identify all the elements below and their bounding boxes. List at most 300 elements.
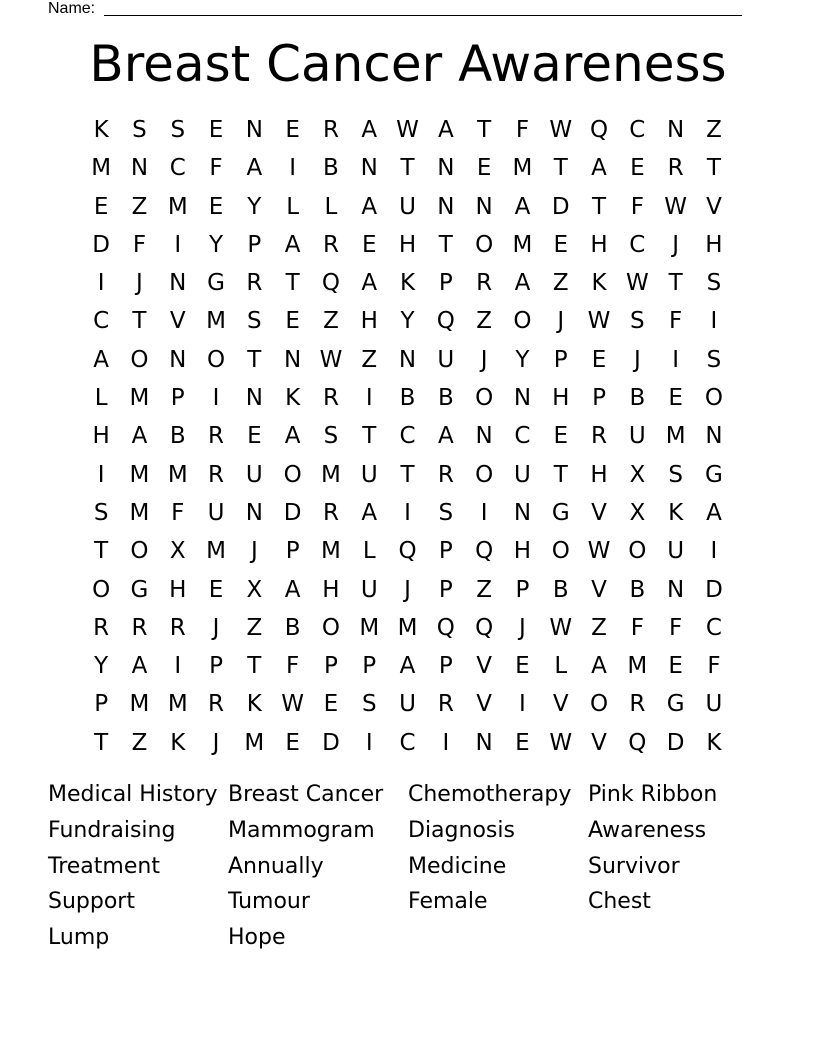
grid-letter: N xyxy=(513,385,532,412)
grid-letter: S xyxy=(668,461,683,488)
grid-letter: I xyxy=(212,385,220,412)
grid-letter: S xyxy=(706,346,722,373)
grid-letter: F xyxy=(171,499,185,526)
grid-letter: Q xyxy=(475,538,494,565)
grid-letter: D xyxy=(705,576,723,603)
grid-letter: R xyxy=(322,385,339,412)
grid-letter: N xyxy=(475,729,493,756)
grid-letter: L xyxy=(286,193,300,220)
grid-letter: A xyxy=(361,270,378,297)
grid-letter: P xyxy=(438,576,453,603)
grid-letter: A xyxy=(361,193,378,220)
grid-letter: T xyxy=(94,729,109,756)
grid-letter: R xyxy=(667,155,684,182)
grid-letter: M xyxy=(512,231,533,258)
grid-letter: O xyxy=(704,385,723,412)
grid-letter: O xyxy=(283,461,302,488)
word-bank-item: Survivor xyxy=(588,853,680,879)
grid-row xyxy=(82,494,732,532)
grid-letter: A xyxy=(591,653,607,680)
word-bank-item: Chemotherapy xyxy=(408,782,572,807)
grid-letter: R xyxy=(591,423,608,450)
grid-letter: Z xyxy=(323,308,339,335)
grid-letter: C xyxy=(629,231,646,258)
grid-letter: P xyxy=(285,538,300,565)
word-bank-item: Support xyxy=(48,889,135,915)
grid-letter: I xyxy=(365,729,373,756)
grid-letter: Y xyxy=(515,346,530,373)
grid-letter: A xyxy=(93,346,110,373)
grid-letter: O xyxy=(130,538,149,565)
grid-letter: Z xyxy=(361,346,378,373)
grid-letter: D xyxy=(551,193,570,220)
grid-letter: Q xyxy=(398,538,417,565)
grid-letter: H xyxy=(705,231,723,258)
grid-letter: S xyxy=(438,499,454,526)
grid-letter: W xyxy=(549,614,573,641)
grid-letter: Y xyxy=(209,231,224,258)
grid-letter: W xyxy=(549,117,573,143)
name-blank-line xyxy=(104,15,742,16)
word-bank-item: Treatment xyxy=(48,853,160,879)
grid-letter: F xyxy=(515,117,530,143)
grid-letter: M xyxy=(167,193,188,220)
grid-letter: A xyxy=(246,155,263,182)
grid-letter: I xyxy=(97,270,105,297)
grid-letter: E xyxy=(515,729,530,756)
word-bank-item: Medical History xyxy=(48,782,218,807)
grid-letter: A xyxy=(399,653,416,680)
grid-letter: S xyxy=(170,117,186,143)
grid-letter: B xyxy=(323,155,339,182)
grid-letter: O xyxy=(589,691,609,718)
grid-letter: M xyxy=(91,155,112,182)
grid-letter: E xyxy=(323,691,339,718)
grid-letter: C xyxy=(629,117,646,143)
grid-letter: J xyxy=(672,231,680,258)
grid-letter: T xyxy=(553,155,568,182)
grid-letter: L xyxy=(324,193,338,220)
grid-letter: Y xyxy=(247,193,262,220)
grid-letter: U xyxy=(360,461,378,488)
grid-letter: N xyxy=(513,499,532,526)
grid-letter: N xyxy=(667,117,685,143)
grid-letter: J xyxy=(557,308,565,335)
grid-row xyxy=(82,609,732,647)
grid-letter: Q xyxy=(436,308,455,335)
grid-letter: W xyxy=(625,270,649,297)
name-label: Name: xyxy=(48,0,96,17)
grid-letter: T xyxy=(668,270,683,297)
grid-letter: T xyxy=(362,423,377,450)
grid-letter: R xyxy=(131,614,148,641)
grid-letter: V xyxy=(591,499,607,526)
grid-letter: M xyxy=(359,614,380,641)
word-bank-item: Diagnosis xyxy=(408,817,515,843)
grid-letter: M xyxy=(627,653,648,680)
grid-letter: X xyxy=(629,461,646,488)
grid-letter: Q xyxy=(589,117,609,143)
grid-letter: H xyxy=(360,308,378,335)
grid-letter: T xyxy=(247,346,262,373)
grid-letter: J xyxy=(633,346,641,373)
grid-letter: P xyxy=(209,653,223,680)
grid-letter: Z xyxy=(706,117,722,143)
grid-letter: E xyxy=(668,385,683,412)
grid-letter: K xyxy=(246,691,262,718)
grid-letter: U xyxy=(514,461,531,488)
grid-letter: N xyxy=(284,346,302,373)
grid-letter: U xyxy=(399,193,416,220)
grid-letter: X xyxy=(629,499,646,526)
word-bank-item: Awareness xyxy=(588,817,707,843)
grid-letter: P xyxy=(247,231,262,258)
grid-letter: P xyxy=(438,653,453,680)
grid-letter: E xyxy=(476,155,492,182)
grid-letter: M xyxy=(206,538,226,565)
grid-letter: B xyxy=(629,576,646,603)
grid-letter: P xyxy=(324,653,338,680)
grid-letter: H xyxy=(398,231,417,258)
grid-letter: I xyxy=(174,231,182,258)
grid-letter: P xyxy=(515,576,530,603)
grid-letter: H xyxy=(322,576,340,603)
grid-row xyxy=(82,226,732,264)
grid-letter: A xyxy=(131,423,148,450)
grid-letter: M xyxy=(129,691,150,718)
grid-letter: D xyxy=(283,499,302,526)
grid-letter: A xyxy=(284,423,301,450)
grid-letter: O xyxy=(628,538,647,565)
grid-letter: E xyxy=(553,423,569,450)
grid-letter: H xyxy=(92,423,110,450)
grid-letter: C xyxy=(705,614,722,641)
grid-letter: U xyxy=(437,346,455,373)
grid-letter: D xyxy=(666,729,685,756)
grid-letter: M xyxy=(665,423,686,450)
grid-row xyxy=(82,379,732,417)
grid-letter: E xyxy=(285,308,300,335)
grid-letter: W xyxy=(664,193,688,220)
grid-letter: M xyxy=(321,461,341,488)
grid-letter: E xyxy=(285,729,300,756)
grid-row xyxy=(82,532,732,570)
grid-letter: U xyxy=(628,423,646,450)
grid-letter: T xyxy=(400,461,415,488)
grid-letter: F xyxy=(630,193,644,220)
grid-letter: I xyxy=(519,691,526,718)
grid-letter: A xyxy=(591,155,607,182)
grid-letter: R xyxy=(208,461,225,488)
grid-letter: R xyxy=(208,691,225,718)
grid-letter: Z xyxy=(476,576,493,603)
grid-letter: R xyxy=(169,614,186,641)
grid-letter: N xyxy=(705,423,723,450)
grid-letter: O xyxy=(475,385,494,412)
grid-letter: R xyxy=(208,423,225,450)
grid-letter: P xyxy=(553,346,568,373)
grid-letter: I xyxy=(480,499,488,526)
grid-letter: N xyxy=(667,576,685,603)
grid-letter: N xyxy=(475,423,493,450)
grid-letter: F xyxy=(209,155,223,182)
grid-letter: W xyxy=(587,538,611,565)
grid-letter: G xyxy=(207,270,225,297)
grid-letter: E xyxy=(208,193,224,220)
word-bank-item: Tumour xyxy=(228,889,310,915)
grid-letter: N xyxy=(360,155,378,182)
grid-letter: Q xyxy=(475,614,494,641)
word-bank-item: Mammogram xyxy=(228,817,375,843)
grid-letter: B xyxy=(284,614,301,641)
grid-row xyxy=(82,724,732,762)
grid-letter: C xyxy=(399,423,416,450)
grid-letter: A xyxy=(361,117,378,143)
grid-letter: Y xyxy=(400,308,415,335)
grid-letter: L xyxy=(362,538,376,565)
grid-letter: F xyxy=(132,231,147,258)
grid-letter: N xyxy=(169,270,187,297)
grid-letter: B xyxy=(629,385,646,412)
grid-letter: V xyxy=(591,729,607,756)
grid-letter: M xyxy=(167,691,188,718)
word-bank-item: Breast Cancer xyxy=(228,782,384,807)
grid-letter: U xyxy=(705,691,723,718)
grid-letter: N xyxy=(245,117,263,143)
word-bank-item: Fundraising xyxy=(48,817,176,843)
name-field xyxy=(48,0,742,18)
grid-letter: Q xyxy=(628,729,647,756)
grid-letter: I xyxy=(710,538,718,565)
word-bank-item: Chest xyxy=(588,889,651,915)
grid-letter: T xyxy=(247,653,262,680)
grid-letter: E xyxy=(93,193,109,220)
grid-letter: B xyxy=(437,385,454,412)
word-bank-item: Hope xyxy=(228,925,286,951)
grid-letter: P xyxy=(592,385,606,412)
grid-letter: U xyxy=(245,461,263,488)
grid-letter: P xyxy=(94,691,109,718)
grid-letter: M xyxy=(129,461,150,488)
grid-letter: S xyxy=(93,499,109,526)
grid-letter: E xyxy=(361,231,377,258)
grid-letter: K xyxy=(706,729,722,756)
grid-letter: Y xyxy=(94,653,109,680)
grid-letter: T xyxy=(706,155,721,182)
grid-letter: R xyxy=(437,691,454,718)
grid-letter: B xyxy=(399,385,416,412)
grid-letter: H xyxy=(513,538,532,565)
grid-letter: W xyxy=(549,729,573,756)
grid-letter: I xyxy=(289,155,297,182)
grid-row xyxy=(82,149,732,187)
grid-letter: R xyxy=(93,614,110,641)
grid-letter: W xyxy=(319,346,343,373)
grid-letter: T xyxy=(592,193,607,220)
grid-letter: G xyxy=(705,461,723,488)
grid-letter: U xyxy=(667,538,685,565)
grid-letter: N xyxy=(245,499,263,526)
grid-letter: V xyxy=(169,308,186,335)
grid-letter: A xyxy=(514,193,531,220)
grid-letter: F xyxy=(669,308,683,335)
grid-letter: F xyxy=(669,614,683,641)
grid-letter: T xyxy=(132,308,147,335)
grid-letter: C xyxy=(399,729,416,756)
grid-letter: E xyxy=(630,155,645,182)
grid-letter: S xyxy=(323,423,339,450)
word-bank-item: Lump xyxy=(48,925,110,951)
grid-letter: A xyxy=(514,270,531,297)
grid-letter: I xyxy=(404,499,411,526)
grid-letter: A xyxy=(284,231,301,258)
grid-row xyxy=(82,571,732,609)
grid-letter: B xyxy=(169,423,186,450)
grid-letter: M xyxy=(397,614,418,641)
grid-letter: Z xyxy=(591,614,607,641)
grid-letter: F xyxy=(286,653,300,680)
grid-letter: G xyxy=(130,576,149,603)
grid-letter: A xyxy=(706,499,722,526)
grid-letter: M xyxy=(129,385,150,412)
letter-grid xyxy=(82,111,732,762)
grid-letter: R xyxy=(437,461,454,488)
grid-letter: J xyxy=(250,538,258,565)
grid-letter: C xyxy=(169,155,186,182)
grid-letter: S xyxy=(630,308,645,335)
grid-letter: A xyxy=(361,499,378,526)
grid-letter: R xyxy=(322,117,339,143)
grid-letter: Q xyxy=(436,614,455,641)
grid-row xyxy=(82,111,732,149)
grid-letter: I xyxy=(365,385,373,412)
grid-letter: U xyxy=(360,576,378,603)
grid-letter: M xyxy=(321,538,341,565)
grid-letter: P xyxy=(362,653,377,680)
grid-letter: I xyxy=(710,308,718,335)
word-bank-item: Female xyxy=(408,889,488,915)
grid-letter: U xyxy=(399,691,416,718)
grid-letter: N xyxy=(130,155,149,182)
page-title: Breast Cancer Awareness xyxy=(89,35,727,93)
grid-letter: H xyxy=(169,576,187,603)
grid-letter: M xyxy=(244,729,265,756)
grid-letter: E xyxy=(591,346,607,373)
grid-letter: J xyxy=(136,270,143,297)
grid-row xyxy=(82,456,732,494)
grid-letter: E xyxy=(285,117,300,143)
grid-letter: R xyxy=(246,270,263,297)
grid-letter: J xyxy=(212,729,220,756)
grid-letter: O xyxy=(475,231,494,258)
grid-row xyxy=(82,685,732,723)
grid-letter: O xyxy=(475,461,494,488)
grid-letter: E xyxy=(208,576,224,603)
grid-row xyxy=(82,302,732,340)
grid-letter: D xyxy=(92,231,110,258)
grid-letter: Z xyxy=(131,729,148,756)
grid-letter: K xyxy=(399,270,416,297)
grid-letter: P xyxy=(170,385,185,412)
grid-letter: P xyxy=(438,270,453,297)
grid-letter: I xyxy=(174,653,182,680)
grid-letter: M xyxy=(206,308,226,335)
grid-letter: G xyxy=(551,499,570,526)
grid-letter: S xyxy=(361,691,377,718)
grid-letter: R xyxy=(476,270,493,297)
grid-letter: R xyxy=(322,231,339,258)
grid-letter: D xyxy=(322,729,340,756)
grid-row xyxy=(82,188,732,226)
grid-letter: E xyxy=(553,231,569,258)
grid-letter: H xyxy=(590,461,608,488)
grid-letter: F xyxy=(707,653,721,680)
grid-letter: V xyxy=(552,691,569,718)
grid-letter: M xyxy=(129,499,150,526)
grid-letter: T xyxy=(285,270,300,297)
grid-letter: S xyxy=(132,117,147,143)
grid-letter: W xyxy=(281,691,305,718)
grid-letter: R xyxy=(629,691,646,718)
grid-letter: C xyxy=(514,423,531,450)
word-bank-item: Pink Ribbon xyxy=(588,782,718,807)
grid-letter: T xyxy=(94,538,109,565)
grid-letter: O xyxy=(551,538,570,565)
grid-letter: Z xyxy=(476,308,493,335)
grid-letter: K xyxy=(170,729,186,756)
grid-letter: O xyxy=(321,614,340,641)
grid-letter: X xyxy=(169,538,186,565)
grid-letter: N xyxy=(475,193,493,220)
grid-row xyxy=(82,647,732,685)
grid-letter: O xyxy=(130,346,149,373)
grid-letter: T xyxy=(477,117,492,143)
grid-letter: I xyxy=(97,461,105,488)
grid-letter: O xyxy=(206,346,226,373)
grid-letter: M xyxy=(167,461,188,488)
grid-letter: N xyxy=(437,155,455,182)
grid-letter: I xyxy=(442,729,450,756)
grid-letter: A xyxy=(284,576,301,603)
grid-letter: L xyxy=(94,385,108,412)
grid-letter: E xyxy=(668,653,683,680)
grid-letter: U xyxy=(207,499,225,526)
grid-letter: B xyxy=(552,576,569,603)
grid-letter: M xyxy=(512,155,533,182)
grid-letter: A xyxy=(131,653,148,680)
grid-letter: O xyxy=(92,576,111,603)
word-bank-item: Medicine xyxy=(408,853,507,879)
word-bank-item: Annually xyxy=(228,853,324,879)
grid-letter: R xyxy=(322,499,339,526)
grid-letter: Z xyxy=(552,270,569,297)
grid-letter: K xyxy=(668,499,684,526)
grid-letter: N xyxy=(169,346,187,373)
grid-letter: F xyxy=(630,614,644,641)
grid-letter: T xyxy=(553,461,568,488)
grid-letter: C xyxy=(93,308,110,335)
grid-letter: N xyxy=(245,385,263,412)
grid-letter: J xyxy=(212,614,220,641)
grid-row xyxy=(82,417,732,455)
grid-letter: S xyxy=(247,308,262,335)
grid-letter: G xyxy=(666,691,685,718)
grid-letter: N xyxy=(437,193,455,220)
grid-letter: J xyxy=(404,576,411,603)
grid-letter: A xyxy=(437,423,454,450)
grid-letter: Q xyxy=(321,270,340,297)
grid-letter: J xyxy=(480,346,488,373)
